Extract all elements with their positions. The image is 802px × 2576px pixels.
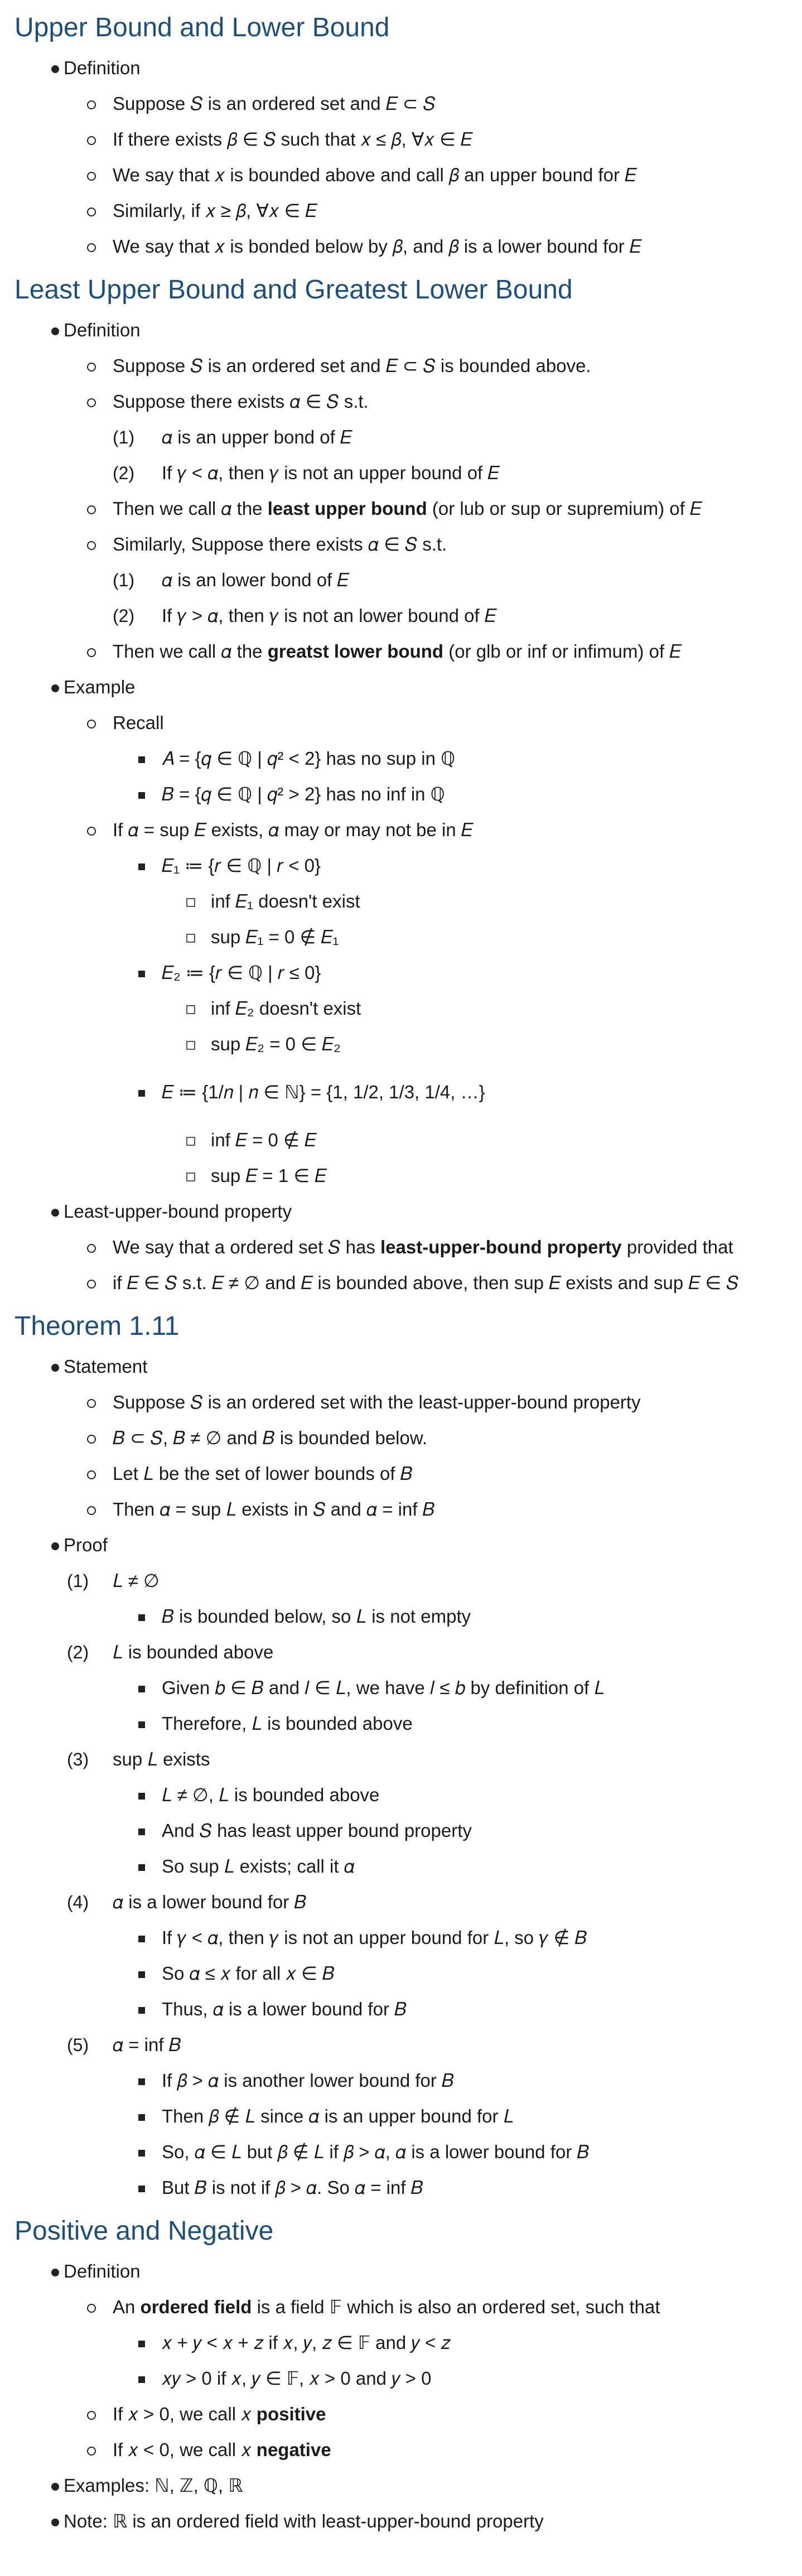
bullet-icon <box>138 2063 145 2099</box>
list-item: So 𝛼 ≤ 𝑥 for all 𝑥 ∈ 𝐵 <box>15 1956 802 1991</box>
bullet-icon <box>51 1527 59 1563</box>
bullet-icon <box>87 229 96 264</box>
list-item: (3) sup 𝐿 exists <box>67 1749 210 1769</box>
bullet-icon <box>87 1456 96 1492</box>
list-item: We say that 𝑥 is bonded below by 𝛽, and 𝛽 is a lower bound for 𝐸 <box>15 229 802 264</box>
bullet-icon <box>51 1194 59 1229</box>
list-item: sup 𝐸₂ = 0 ∈ 𝐸₂ <box>15 1026 802 1062</box>
bullet-icon <box>87 1492 96 1527</box>
heading-theorem-1-11: Theorem 1.11 <box>15 1311 180 1341</box>
list-item: 𝑥 + 𝑦 < 𝑥 + 𝑧 if 𝑥, 𝑦, 𝑧 ∈ 𝔽 and 𝑦 < 𝑧 <box>15 2325 802 2361</box>
list-item: (4) 𝛼 is a lower bound for 𝐵 <box>67 1892 307 1912</box>
bullet-icon <box>87 705 96 741</box>
bullet-icon <box>51 2503 59 2539</box>
list-item: Proof <box>15 1527 802 1563</box>
bullet-icon <box>186 991 195 1026</box>
list-item: So sup 𝐿 exists; call it 𝛼 <box>15 1849 802 1884</box>
list-item: 𝑥𝑦 > 0 if 𝑥, 𝑦 ∈ 𝔽, 𝑥 > 0 and 𝑦 > 0 <box>15 2361 802 2396</box>
bullet-icon <box>186 1122 195 1158</box>
list-item: 𝐵 = {𝑞 ∈ ℚ | 𝑞² > 2} has no inf in ℚ <box>15 776 802 812</box>
list-item: And 𝑆 has least upper bound property <box>15 1813 802 1849</box>
list-item: Given 𝑏 ∈ 𝐵 and 𝑙 ∈ 𝐿, we have 𝑙 ≤ 𝑏 by definition of 𝐿 <box>15 1670 802 1706</box>
list-item: (2) If 𝛾 > 𝛼, then 𝛾 is not an lower bound of 𝐸 <box>113 605 496 626</box>
list-item: Similarly, if 𝑥 ≥ 𝛽, ∀𝑥 ∈ 𝐸 <box>15 193 802 229</box>
bullet-icon <box>138 1956 145 1991</box>
list-item: (1) 𝐿 ≠ ∅ <box>67 1570 160 1591</box>
bullet-icon <box>138 2099 145 2134</box>
bullet-icon <box>87 348 96 384</box>
bullet-icon <box>186 884 195 919</box>
bullet-icon <box>87 491 96 527</box>
bullet-icon <box>51 669 59 705</box>
bullet-icon <box>138 1991 145 2027</box>
bullet-icon <box>87 634 96 669</box>
bullet-icon <box>138 1062 145 1122</box>
list-item: Suppose 𝑆 is an ordered set and 𝐸 ⊂ 𝑆 is bounded above. <box>15 348 802 384</box>
list-item: 𝐸₂ ≔ {𝑟 ∈ ℚ | 𝑟 ≤ 0} <box>15 955 802 991</box>
list-item: if 𝐸 ∈ 𝑆 s.t. 𝐸 ≠ ∅ and 𝐸 is bounded above, then sup 𝐸 exists and sup 𝐸 ∈ 𝑆 <box>15 1265 802 1301</box>
bullet-icon <box>87 157 96 193</box>
bullet-icon <box>87 2432 96 2468</box>
list-item: sup 𝐸₁ = 0 ∉ 𝐸₁ <box>15 919 802 955</box>
list-item: Suppose 𝑆 is an ordered set and 𝐸 ⊂ 𝑆 <box>15 86 802 122</box>
bullet-icon <box>186 1158 195 1194</box>
list-item: We say that a ordered set 𝑆 has least-upper-bound property provided that <box>15 1229 802 1265</box>
bullet-icon <box>138 1920 145 1956</box>
list-item: (5) 𝛼 = inf 𝐵 <box>67 2034 181 2055</box>
bullet-icon <box>51 2468 59 2503</box>
list-item: Then we call 𝛼 the greatst lower bound (or glb or inf or infimum) of 𝐸 <box>15 634 802 669</box>
list-item: But 𝐵 is not if 𝛽 > 𝛼. So 𝛼 = inf 𝐵 <box>15 2170 802 2206</box>
bullet-icon <box>87 2396 96 2432</box>
bullet-icon <box>87 193 96 229</box>
list-item: Thus, 𝛼 is a lower bound for 𝐵 <box>15 1991 802 2027</box>
bullet-icon <box>138 741 145 776</box>
heading-least-upper-bound: Least Upper Bound and Greatest Lower Bound <box>15 275 573 305</box>
bullet-icon <box>138 1670 145 1706</box>
bullet-icon <box>51 1349 59 1385</box>
list-item: Suppose there exists 𝛼 ∈ 𝑆 s.t. <box>15 384 802 419</box>
list-item: Similarly, Suppose there exists 𝛼 ∈ 𝑆 s.t. <box>15 527 802 562</box>
list-item: 𝐵 is bounded below, so 𝐿 is not empty <box>15 1599 802 1634</box>
list-item: inf 𝐸 = 0 ∉ 𝐸 <box>15 1122 802 1158</box>
list-item: Let 𝐿 be the set of lower bounds of 𝐵 <box>15 1456 802 1492</box>
list-item: If there exists 𝛽 ∈ 𝑆 such that 𝑥 ≤ 𝛽, ∀𝑥 ∈ 𝐸 <box>15 122 802 157</box>
list-item: Note: ℝ is an ordered field with least-upper-bound property <box>15 2503 802 2539</box>
bullet-icon <box>138 1849 145 1884</box>
list-item: (1) 𝛼 is an lower bond of 𝐸 <box>113 570 349 590</box>
bullet-icon <box>138 848 145 884</box>
list-item: 𝐵 ⊂ 𝑆, 𝐵 ≠ ∅ and 𝐵 is bounded below. <box>15 1420 802 1456</box>
list-item: Statement <box>15 1349 802 1385</box>
list-item: Then 𝛼 = sup 𝐿 exists in 𝑆 and 𝛼 = inf 𝐵 <box>15 1492 802 1527</box>
list-item: Then we call 𝛼 the least upper bound (or lub or sup or supremium) of 𝐸 <box>15 491 802 527</box>
list-item: If 𝛽 > 𝛼 is another lower bound for 𝐵 <box>15 2063 802 2099</box>
list-item: sup 𝐸 = 1 ∈ 𝐸 <box>15 1158 802 1194</box>
list-item: Recall <box>15 705 802 741</box>
bullet-icon <box>51 2254 59 2289</box>
bullet-icon <box>138 2134 145 2170</box>
bullet-icon <box>186 919 195 955</box>
list-item: (2) If 𝛾 < 𝛼, then 𝛾 is not an upper bound of 𝐸 <box>113 462 500 483</box>
bullet-icon <box>87 2289 96 2325</box>
bullet-icon <box>87 122 96 157</box>
list-item: Definition <box>15 312 802 348</box>
bullet-icon <box>87 384 96 419</box>
bullet-icon <box>138 1599 145 1634</box>
bullet-icon <box>87 1385 96 1420</box>
bullet-icon <box>138 1706 145 1742</box>
bullet-icon <box>87 527 96 562</box>
list-item: 𝐿 ≠ ∅, 𝐿 is bounded above <box>15 1777 802 1813</box>
list-item: We say that 𝑥 is bounded above and call 𝛽 an upper bound for 𝐸 <box>15 157 802 193</box>
list-item: If 𝛼 = sup 𝐸 exists, 𝛼 may or may not be in 𝐸 <box>15 812 802 848</box>
list-item: If 𝑥 > 0, we call 𝑥 positive <box>15 2396 802 2432</box>
bullet-icon <box>87 1229 96 1265</box>
heading-positive-negative: Positive and Negative <box>15 2216 274 2246</box>
bullet-icon <box>51 312 59 348</box>
bullet-icon <box>138 2325 145 2361</box>
bullet-icon <box>186 1026 195 1062</box>
bullet-icon <box>51 50 59 86</box>
bullet-icon <box>138 955 145 991</box>
list-item: Suppose 𝑆 is an ordered set with the least-upper-bound property <box>15 1385 802 1420</box>
list-item: Definition <box>15 2254 802 2289</box>
list-item: Therefore, 𝐿 is bounded above <box>15 1706 802 1742</box>
list-item: Examples: ℕ, ℤ, ℚ, ℝ <box>15 2468 802 2503</box>
list-item: inf 𝐸₂ doesn't exist <box>15 991 802 1026</box>
list-item: If 𝛾 < 𝛼, then 𝛾 is not an upper bound for 𝐿, so 𝛾 ∉ 𝐵 <box>15 1920 802 1956</box>
list-item: Definition <box>15 50 802 86</box>
list-item: Example <box>15 669 802 705</box>
bullet-icon <box>138 1813 145 1849</box>
list-item: (1) 𝛼 is an upper bond of 𝐸 <box>113 427 352 447</box>
list-item: 𝐴 = {𝑞 ∈ ℚ | 𝑞² < 2} has no sup in ℚ <box>15 741 802 776</box>
heading-upper-lower-bound: Upper Bound and Lower Bound <box>15 13 390 42</box>
bullet-icon <box>87 1420 96 1456</box>
bullet-icon <box>138 1777 145 1813</box>
list-item: Least-upper-bound property <box>15 1194 802 1229</box>
bullet-icon <box>138 2170 145 2206</box>
bullet-icon <box>87 1265 96 1301</box>
list-item: If 𝑥 < 0, we call 𝑥 negative <box>15 2432 802 2468</box>
list-item: An ordered field is a field 𝔽 which is also an ordered set, such that <box>15 2289 802 2325</box>
bullet-icon <box>87 86 96 122</box>
list-item: 𝐸₁ ≔ {𝑟 ∈ ℚ | 𝑟 < 0} <box>15 848 802 884</box>
bullet-icon <box>138 776 145 812</box>
bullet-icon <box>138 2361 145 2396</box>
list-item: (2) 𝐿 is bounded above <box>67 1642 274 1662</box>
list-item: 𝐸 ≔ {1/𝑛 | 𝑛 ∈ ℕ} = {1, 1/2, 1/3, 1/4, …} <box>15 1062 802 1122</box>
list-item: Then 𝛽 ∉ 𝐿 since 𝛼 is an upper bound for 𝐿 <box>15 2099 802 2134</box>
bullet-icon <box>87 812 96 848</box>
list-item: So, 𝛼 ∈ 𝐿 but 𝛽 ∉ 𝐿 if 𝛽 > 𝛼, 𝛼 is a lower bound for 𝐵 <box>15 2134 802 2170</box>
list-item: inf 𝐸₁ doesn't exist <box>15 884 802 919</box>
